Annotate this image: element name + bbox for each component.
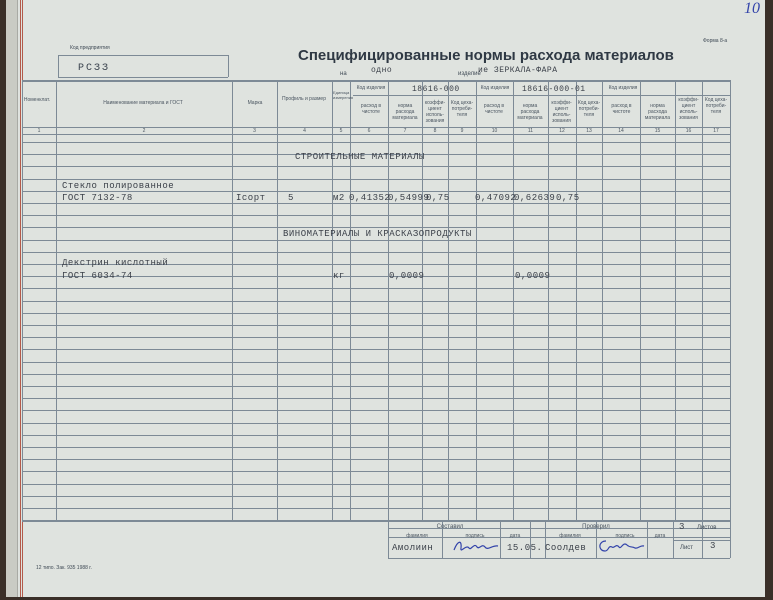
grid-hline	[673, 540, 730, 541]
col-norm-c: норма расхода материала	[644, 103, 671, 121]
grid-hline	[22, 142, 730, 143]
grid-hline	[22, 362, 730, 363]
grid-hline	[22, 215, 730, 216]
column-number: 4	[303, 128, 306, 134]
grid-hline	[22, 484, 730, 485]
grid-vline	[422, 80, 423, 520]
sheet-label: Лист	[680, 545, 694, 551]
grid-hline	[22, 447, 730, 448]
section-title-2: ВИНОМАТЕРИАЛЫ И КРАСКАЗОПРОДУКТЫ	[283, 229, 472, 239]
grid-vline	[58, 55, 59, 77]
group-b-code-label: Код изделия	[480, 85, 510, 91]
grid-hline	[22, 349, 730, 350]
grid-hline	[22, 496, 730, 497]
grid-hline	[22, 252, 730, 253]
col-unit-header: Единица измерения	[333, 90, 354, 100]
row2-name: Декстрин кислотный	[62, 258, 169, 268]
product-value: ие ЗЕРКАЛА-ФАРА	[478, 66, 558, 75]
column-number: 2	[142, 128, 146, 134]
row1-gost: ГОСТ 7132-78	[62, 193, 133, 203]
column-number: 5	[339, 128, 343, 134]
col-coef-a: коэффи-циент исполь-зования	[424, 100, 446, 124]
column-number: 14	[618, 128, 624, 134]
grid-hline	[22, 374, 730, 375]
column-number: 10	[491, 128, 498, 134]
row1-grade: Iсорт	[236, 193, 266, 203]
col-coef-c: коэффи-циент исполь-зования	[678, 97, 699, 121]
grid-hline	[22, 203, 730, 204]
col-profile-header: Профиль и размер	[282, 96, 326, 102]
column-number: 6	[367, 128, 371, 134]
row2-norm-b: 0,0009	[515, 271, 551, 281]
grid-vline	[388, 520, 389, 558]
enterprise-code: РСЗЗ	[78, 63, 111, 74]
grid-vline	[22, 80, 23, 520]
grid-hline	[22, 166, 730, 167]
grid-hline	[22, 423, 730, 424]
composed-label: Составил	[436, 524, 464, 530]
grid-hline	[22, 313, 730, 314]
per-label: на	[340, 71, 347, 77]
compose-date: 15.05.	[507, 543, 543, 553]
grid-hline	[22, 288, 730, 289]
column-number: 16	[685, 128, 692, 134]
composer-date-label: дата	[509, 533, 521, 539]
row1-norm-b: 0,62639	[514, 193, 556, 203]
grid-vline	[673, 520, 674, 558]
grid-vline	[476, 80, 477, 520]
grid-hline	[22, 240, 730, 241]
grid-vline	[730, 520, 731, 558]
grid-hline	[22, 459, 730, 460]
sheets-label: Листов	[697, 525, 717, 531]
form-label: Форма 8-а	[703, 38, 728, 44]
product-label: изделие	[458, 71, 481, 77]
grid-hline	[22, 80, 730, 82]
binding-strip	[6, 0, 18, 597]
row2-unit: кг	[333, 271, 345, 281]
grid-vline	[730, 80, 731, 520]
row1-name: Стекло полированное	[62, 181, 175, 191]
checker-date-label: дата	[654, 533, 666, 539]
grid-vline	[548, 80, 549, 520]
grid-hline	[22, 410, 730, 411]
enterprise-code-label: Код предприятия	[70, 45, 110, 51]
grid-hline	[353, 95, 730, 96]
row1-norm-a: 0,54999	[388, 193, 430, 203]
grid-hline	[388, 558, 730, 559]
col-name-header: Наименование материала и ГОСТ	[103, 100, 183, 106]
grid-vline	[448, 80, 449, 520]
row1-coef-b: 0,75	[556, 193, 580, 203]
row2-gost: ГОСТ 6034-74	[62, 271, 133, 281]
row1-coef-a: 0,75	[426, 193, 450, 203]
col-itemno-header: Номенклат.	[23, 97, 51, 103]
grid-vline	[388, 80, 389, 520]
row1-clean-a: 0,41352	[349, 193, 391, 203]
group-c-code-label: Код изделия	[608, 85, 638, 91]
grid-vline	[332, 80, 333, 520]
grid-hline	[22, 435, 730, 436]
grid-hline	[22, 134, 730, 135]
column-number: 7	[403, 128, 407, 134]
column-number: 1	[37, 128, 41, 134]
sheets-total: 3	[679, 522, 685, 532]
row1-unit: м2	[333, 193, 345, 203]
page-mark: 10	[744, 0, 760, 17]
page-title: Специфицированные нормы расхода материалов	[298, 47, 674, 64]
composer-signature	[452, 536, 500, 556]
checked-label: Проверил	[582, 524, 610, 530]
column-number: 8	[433, 128, 437, 134]
column-number: 15	[654, 128, 661, 134]
checker-signature	[596, 535, 646, 557]
col-norm-b: норма расхода материала	[517, 103, 543, 121]
column-number: 11	[527, 128, 534, 134]
grid-vline	[277, 80, 278, 520]
grid-vline	[500, 520, 501, 558]
grid-vline	[350, 80, 351, 520]
grid-hline	[22, 471, 730, 472]
grid-hline	[22, 191, 730, 192]
grid-vline	[513, 80, 514, 520]
grid-hline	[22, 520, 730, 522]
col-consumer-a: Код цеха-потреби-теля	[450, 100, 474, 118]
grid-hline	[22, 227, 730, 228]
col-grade-header: Марка	[247, 100, 263, 106]
section-title-1: СТРОИТЕЛЬНЫЕ МАТЕРИАЛЫ	[295, 152, 425, 162]
column-number: 13	[586, 128, 592, 134]
composer-surname-label: фамилия	[406, 533, 428, 539]
checker-name: Соолдев	[545, 543, 587, 553]
col-norm-a: норма расхода материала	[392, 103, 418, 121]
checker-surname-label: фамилия	[559, 533, 581, 539]
col-clean-c: расход в чистоте	[611, 103, 632, 115]
col-consumer-b: Код цеха-потреби-теля	[577, 100, 601, 118]
grid-hline	[22, 398, 730, 399]
grid-hline	[58, 55, 228, 56]
grid-vline	[232, 80, 233, 520]
grid-hline	[58, 77, 228, 78]
composer-name: Амолиин	[392, 543, 434, 553]
grid-vline	[640, 80, 641, 520]
per-value: одно	[371, 66, 393, 75]
checker-signature-label: подпись	[615, 533, 635, 539]
grid-vline	[56, 80, 57, 520]
grid-vline	[576, 80, 577, 520]
group-a-code-label: Код изделия	[356, 85, 386, 91]
composer-signature-label: подпись	[465, 533, 485, 539]
col-coef-b: коэффи-циент исполь-зования	[551, 100, 572, 124]
print-note: 12 типо. Зак. 935 1988 г.	[36, 565, 92, 571]
row2-norm-a: 0,0009	[389, 271, 425, 281]
column-number: 17	[713, 128, 719, 134]
grid-hline	[22, 386, 730, 387]
margin-line	[20, 0, 21, 597]
sheet-number: 3	[710, 541, 716, 551]
column-number: 12	[559, 128, 565, 134]
column-number: 9	[460, 128, 464, 134]
group-a-code: 18616-000	[412, 85, 460, 94]
grid-vline	[647, 520, 648, 558]
col-consumer-c: Код цеха-потреби-теля	[704, 97, 728, 115]
grid-vline	[602, 80, 603, 520]
grid-vline	[228, 55, 229, 77]
row1-clean-b: 0,47092	[475, 193, 517, 203]
grid-hline	[22, 508, 730, 509]
grid-hline	[22, 325, 730, 326]
col-clean-b: расход в чистоте	[483, 103, 505, 115]
grid-vline	[702, 80, 703, 520]
grid-hline	[22, 301, 730, 302]
group-b-code: 18616-000-01	[522, 85, 586, 94]
col-clean-a: расход в чистоте	[360, 103, 382, 115]
grid-hline	[22, 179, 730, 180]
row1-profile: 5	[288, 193, 294, 203]
column-number: 3	[253, 128, 256, 134]
grid-vline	[675, 80, 676, 520]
grid-hline	[22, 337, 730, 338]
